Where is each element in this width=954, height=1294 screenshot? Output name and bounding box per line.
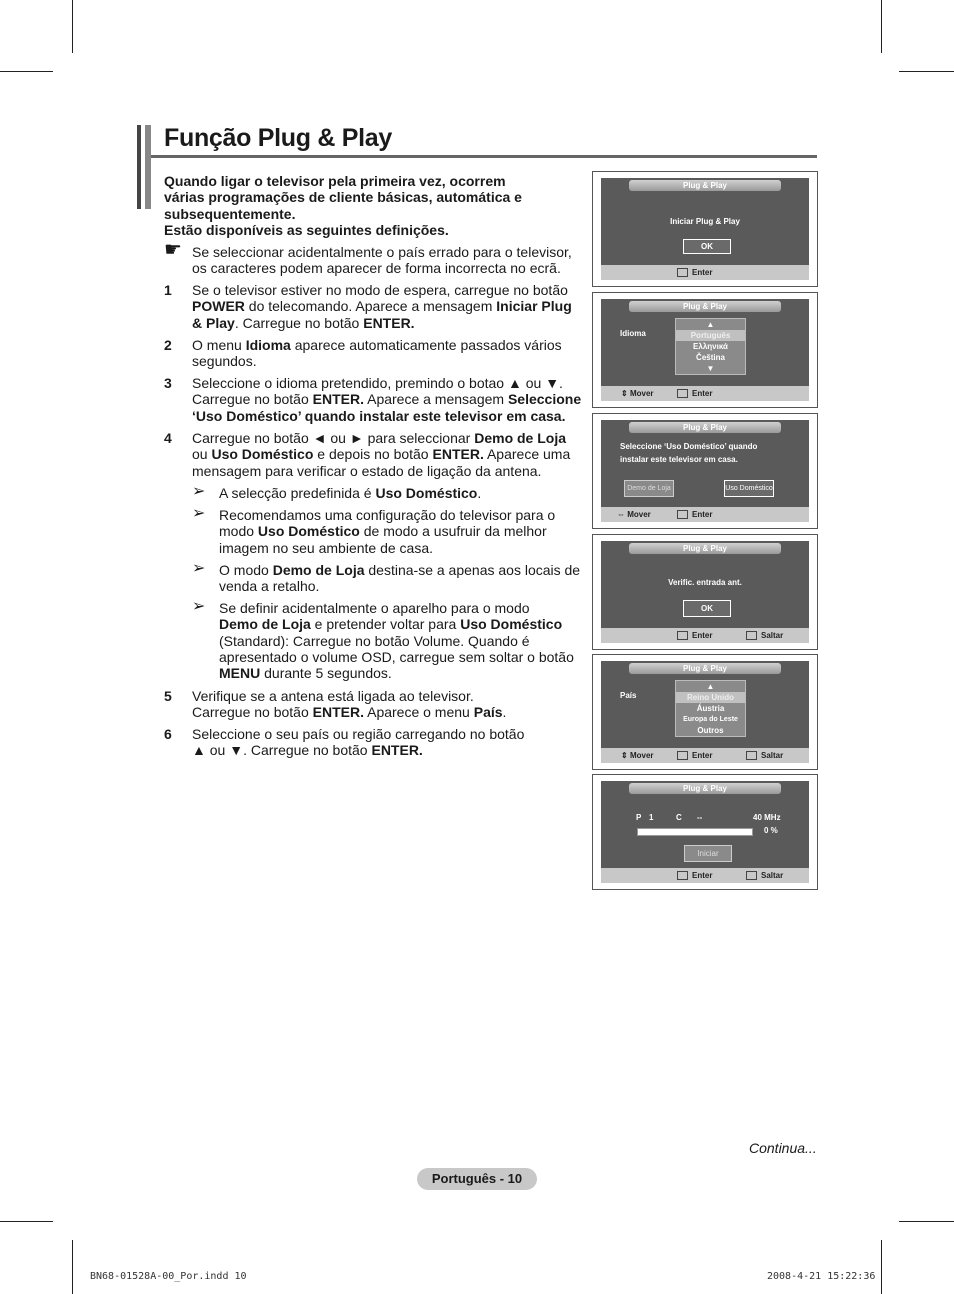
- channel-c-value: --: [697, 813, 703, 822]
- tip-bold: Uso Doméstico: [460, 616, 563, 633]
- screen-panel-4: [592, 534, 818, 650]
- step-1: [164, 282, 584, 331]
- tv-screen: [601, 781, 809, 883]
- enter-icon: [677, 631, 688, 640]
- up-down-icon: ⇕: [621, 389, 630, 398]
- screen-header: Plug & Play: [629, 422, 781, 433]
- step-text: mensagem para verificar o estado de ligação da antena.: [192, 462, 542, 479]
- saltar-label: Saltar: [761, 631, 784, 640]
- print-slug-left: BN68-01528A-00_Por.indd 10: [90, 1271, 247, 1282]
- pais-label: País: [620, 691, 637, 700]
- intro-line: várias programações de cliente básicas, automática e: [164, 189, 522, 206]
- step-number: 3: [164, 375, 172, 391]
- step-text: .: [502, 704, 507, 721]
- crop-mark: [0, 71, 53, 72]
- step-number: 5: [164, 688, 172, 704]
- enter-hint: [677, 751, 712, 760]
- note-line: Se seleccionar acidentalmente o país errado para o televisor,: [192, 244, 572, 260]
- tip-text: A selecção predefinida é: [219, 485, 376, 501]
- progress-bar: [637, 828, 753, 836]
- frequency-readout: 40 MHz: [753, 813, 781, 822]
- step-number: 2: [164, 337, 172, 353]
- move-hint: [617, 510, 651, 519]
- step-text: Carregue no botão: [192, 391, 313, 408]
- tip-4: [192, 600, 582, 681]
- idioma-label: Idioma: [620, 329, 646, 338]
- scroll-up-icon[interactable]: ▲: [706, 682, 715, 691]
- country-option[interactable]: Europa do Leste: [683, 716, 738, 723]
- enter-label: Enter: [692, 871, 713, 880]
- screen-footer: [601, 868, 809, 883]
- tip-bold: Uso Doméstico: [257, 523, 360, 540]
- mover-label: Mover: [627, 510, 651, 519]
- step-text: O menu: [192, 337, 246, 353]
- tv-screen: [601, 420, 809, 522]
- page-title: Função Plug & Play: [164, 124, 392, 152]
- enter-icon: [677, 389, 688, 398]
- screen-header: Plug & Play: [629, 301, 781, 312]
- step-6: [164, 726, 584, 759]
- skip-hint: [746, 871, 783, 880]
- language-option[interactable]: Ελληνικά: [693, 342, 728, 351]
- skip-hint: [746, 631, 783, 640]
- scroll-up-icon[interactable]: ▲: [706, 320, 715, 329]
- tip-bold: Demo de Loja: [219, 616, 311, 633]
- tip-text: Se definir acidentalmente o aparelho para o modo: [219, 600, 530, 616]
- step-text: segundos.: [192, 353, 257, 370]
- step-text: Se o televisor estiver no modo de espera, carregue no botão: [192, 282, 568, 298]
- screen-message: Seleccione ‘Uso Doméstico’ quando: [620, 442, 758, 451]
- enter-hint: [677, 631, 712, 640]
- progress-percent: 0 %: [764, 826, 778, 835]
- up-down-icon: ⇕: [621, 751, 630, 760]
- tip-text: O modo: [219, 562, 273, 578]
- crop-mark: [72, 1240, 73, 1294]
- step-number: 4: [164, 430, 172, 446]
- screen-panel-2: [592, 292, 818, 408]
- tip-text: destina-se a apenas aos locais de: [364, 562, 581, 578]
- skip-icon: [746, 871, 757, 880]
- screen-message: instalar este televisor em casa.: [620, 455, 738, 464]
- enter-icon: [677, 871, 688, 880]
- title-rule: [151, 155, 817, 158]
- screen-header: Plug & Play: [629, 663, 781, 674]
- step-text: Seleccione o seu país ou região carregando no botão: [192, 726, 525, 742]
- tip-bold: Demo de Loja: [272, 562, 365, 578]
- left-right-icon: ⇔: [617, 510, 628, 519]
- title-decoration: [137, 125, 141, 209]
- tip-1: [192, 485, 582, 501]
- step-text: Aparece a mensagem: [363, 391, 508, 408]
- tip-bold: MENU: [219, 665, 261, 682]
- tv-screen: [601, 541, 809, 643]
- tv-screen: [601, 178, 809, 280]
- intro-line: Estão disponíveis as seguintes definições.: [164, 221, 449, 238]
- step-text: Carregue no botão: [192, 704, 313, 721]
- arrow-icon: ➢: [192, 483, 206, 500]
- step-text: do telecomando. Aparece a mensagem: [244, 298, 497, 315]
- channel-p-value: 1: [649, 813, 654, 822]
- intro-line: subsequentemente.: [164, 205, 296, 222]
- step-bold: Demo de Loja: [474, 430, 567, 446]
- step-text: e depois no botão: [313, 446, 433, 463]
- step-text: Seleccione o idioma pretendido, premindo o botao ▲ ou ▼.: [192, 375, 563, 391]
- screen-header: Plug & Play: [629, 180, 781, 191]
- step-bold: Iniciar Plug: [496, 298, 572, 315]
- screen-footer: [601, 507, 809, 522]
- tip-text: .: [477, 485, 482, 501]
- step-text: ▲ ou ▼. Carregue no botão: [192, 742, 372, 759]
- tip-text: venda a retalho.: [219, 578, 320, 595]
- language-option[interactable]: Čeština: [696, 353, 725, 362]
- step-number: 1: [164, 282, 172, 298]
- mover-label: Mover: [629, 751, 654, 760]
- step-bold: ‘Uso Doméstico’ quando instalar este televisor em casa.: [192, 407, 566, 424]
- intro-line: Quando ligar o televisor pela primeira vez, ocorrem: [164, 173, 506, 189]
- crop-mark: [899, 71, 954, 72]
- demo-de-loja-button[interactable]: Demo de Loja: [624, 480, 674, 497]
- page-number: Português - 10: [417, 1168, 537, 1190]
- step-bold: ENTER.: [312, 391, 364, 408]
- step-bold: ENTER.: [371, 742, 423, 759]
- arrow-icon: ➢: [192, 560, 206, 577]
- screen-header: Plug & Play: [629, 543, 781, 554]
- country-option[interactable]: Reino Unido: [676, 692, 745, 703]
- step-bold: Idioma: [245, 337, 291, 353]
- step-text: Verifique se a antena está ligada ao televisor.: [192, 688, 474, 704]
- tv-screen: [601, 661, 809, 763]
- tip-text: apresentado o volume OSD, carregue sem soltar o botão: [219, 648, 574, 665]
- channel-c-label: C: [676, 813, 682, 822]
- enter-label: Enter: [692, 389, 713, 398]
- step-4: [164, 430, 584, 479]
- tip-bold: Uso Doméstico: [375, 485, 478, 501]
- step-text: ou: [192, 446, 212, 463]
- country-option[interactable]: Áustria: [696, 704, 725, 713]
- enter-icon: [677, 751, 688, 760]
- tip-text: Recomendamos uma configuração do televisor para o: [219, 507, 556, 523]
- step-text: Aparece uma: [483, 446, 571, 463]
- skip-icon: [746, 751, 757, 760]
- screen-header: Plug & Play: [629, 783, 781, 794]
- saltar-label: Saltar: [761, 871, 784, 880]
- tv-screen: [601, 299, 809, 401]
- tip-text: (Standard): Carregue no botão Volume. Quando é: [219, 632, 530, 649]
- move-hint: [621, 389, 654, 398]
- step-text: Aparece o menu: [363, 704, 474, 721]
- step-text: . Carregue no botão: [234, 314, 364, 331]
- country-option[interactable]: Outros: [697, 726, 724, 735]
- channel-p-label: P: [636, 813, 642, 822]
- pointing-hand-icon: ☛: [164, 239, 182, 261]
- enter-hint: [677, 268, 712, 277]
- ok-button[interactable]: OK: [683, 600, 731, 617]
- tip-text: e pretender voltar para: [310, 616, 461, 633]
- enter-icon: [677, 268, 688, 277]
- step-bold: ENTER.: [363, 314, 415, 331]
- language-option[interactable]: Português: [676, 330, 745, 341]
- step-bold: ENTER.: [432, 446, 484, 463]
- tip-text: modo: [219, 523, 258, 540]
- screen-message: Iniciar Plug & Play: [670, 217, 740, 226]
- ok-button[interactable]: OK: [683, 239, 731, 254]
- scroll-down-icon[interactable]: ▼: [706, 364, 715, 373]
- screen-footer: [601, 748, 809, 763]
- screen-panel-5: [592, 654, 818, 770]
- step-bold: Seleccione: [507, 391, 582, 408]
- continua-text: Continua...: [749, 1140, 817, 1156]
- title-decoration: [145, 125, 151, 209]
- move-hint: [621, 751, 654, 760]
- crop-mark: [72, 0, 73, 53]
- enter-label: Enter: [692, 268, 713, 277]
- step-bold: & Play: [192, 314, 235, 331]
- step-bold: País: [473, 704, 503, 721]
- tip-3: [192, 562, 582, 595]
- language-list[interactable]: [675, 318, 746, 375]
- screen-panel-3: [592, 413, 818, 529]
- step-3: [164, 375, 584, 424]
- crop-mark: [0, 1221, 53, 1222]
- step-bold: Uso Doméstico: [211, 446, 314, 463]
- country-list[interactable]: [675, 680, 746, 737]
- uso-domestico-button[interactable]: Uso Doméstico: [724, 480, 774, 497]
- arrow-icon: ➢: [192, 598, 206, 615]
- enter-icon: [677, 510, 688, 519]
- step-text: aparece automaticamente passados vários: [290, 337, 562, 353]
- arrow-icon: ➢: [192, 505, 206, 522]
- screen-footer: [601, 265, 809, 280]
- crop-mark: [881, 1240, 882, 1294]
- intro-text: [164, 173, 574, 238]
- screen-footer: [601, 386, 809, 401]
- step-2: [164, 337, 584, 370]
- screen-message: Verific. entrada ant.: [668, 578, 742, 587]
- iniciar-button[interactable]: Iniciar: [684, 845, 732, 862]
- tip-text: de modo a usufruir da melhor: [359, 523, 547, 540]
- enter-hint: [677, 389, 712, 398]
- skip-hint: [746, 751, 783, 760]
- note-line: os caracteres podem aparecer de forma incorrecta no ecrã.: [192, 260, 561, 277]
- enter-hint: [677, 510, 712, 519]
- saltar-label: Saltar: [761, 751, 784, 760]
- tip-text: durante 5 segundos.: [260, 665, 392, 682]
- mover-label: Mover: [629, 389, 654, 398]
- tip-2: [192, 507, 582, 556]
- crop-mark: [899, 1221, 954, 1222]
- enter-label: Enter: [692, 751, 713, 760]
- screen-panel-1: [592, 171, 818, 287]
- tip-text: imagem no seu ambiente de casa.: [219, 539, 434, 556]
- note: [164, 239, 574, 277]
- skip-icon: [746, 631, 757, 640]
- step-text: Carregue no botão ◄ ou ► para seleccionar: [192, 430, 475, 446]
- enter-hint: [677, 871, 712, 880]
- print-slug-right: 2008-4-21 15:22:36: [767, 1271, 876, 1282]
- step-5: [164, 688, 584, 721]
- step-bold: ENTER.: [312, 704, 364, 721]
- enter-label: Enter: [692, 510, 713, 519]
- step-bold: POWER: [192, 298, 245, 315]
- screen-panel-6: [592, 774, 818, 890]
- screen-footer: [601, 628, 809, 643]
- enter-label: Enter: [692, 631, 713, 640]
- step-number: 6: [164, 726, 172, 742]
- crop-mark: [881, 0, 882, 53]
